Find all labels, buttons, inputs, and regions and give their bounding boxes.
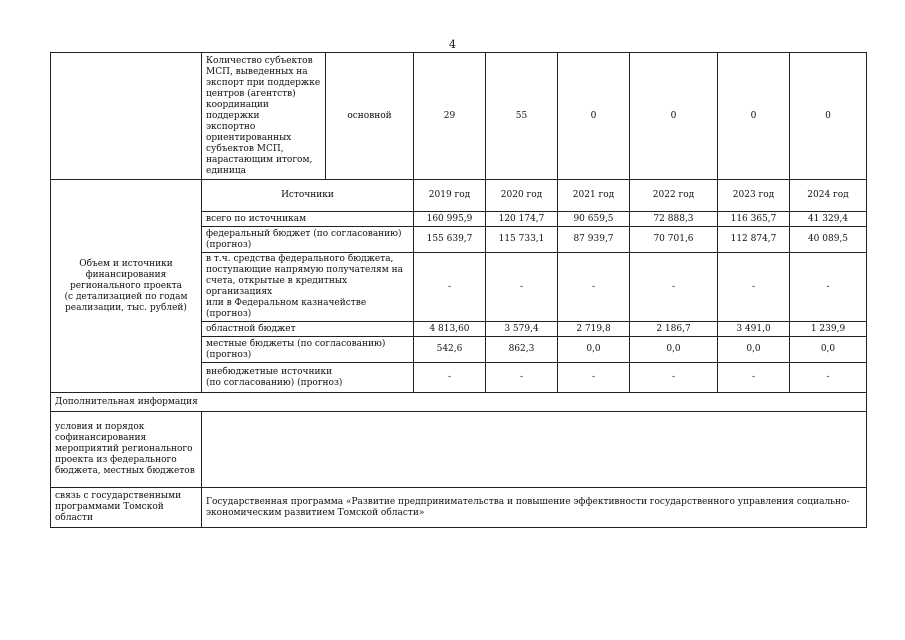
source-value: 87 939,7	[558, 227, 630, 253]
source-value: -	[790, 253, 867, 322]
financing-label: Объем и источники финансирования регионального проекта (с детализацией по годам реализации, тыс. рублей)	[51, 180, 202, 393]
source-value: 90 659,5	[558, 212, 630, 227]
source-label: областной бюджет	[202, 322, 414, 337]
year-header-2020: 2020 год	[486, 180, 558, 212]
source-value: 2 719,8	[558, 322, 630, 337]
source-value: -	[630, 363, 718, 393]
source-value: -	[486, 253, 558, 322]
source-value: 0,0	[790, 337, 867, 363]
indicator-value-2023: 0	[718, 53, 790, 180]
conditions-value	[202, 412, 867, 488]
indicator-type: основной	[326, 53, 414, 180]
source-value: -	[718, 363, 790, 393]
source-label: федеральный бюджет (по согласованию) (прогноз)	[202, 227, 414, 253]
source-value: -	[486, 363, 558, 393]
source-value: 115 733,1	[486, 227, 558, 253]
source-value: -	[718, 253, 790, 322]
source-value: 70 701,6	[630, 227, 718, 253]
source-value: 116 365,7	[718, 212, 790, 227]
source-value: 542,6	[414, 337, 486, 363]
indicator-value-2020: 55	[486, 53, 558, 180]
year-header-2022: 2022 год	[630, 180, 718, 212]
source-value: 4 813,60	[414, 322, 486, 337]
source-value: 1 239,9	[790, 322, 867, 337]
source-value: 0,0	[558, 337, 630, 363]
source-value: 41 329,4	[790, 212, 867, 227]
source-label: всего по источникам	[202, 212, 414, 227]
source-value: -	[790, 363, 867, 393]
year-header-2024: 2024 год	[790, 180, 867, 212]
source-value: -	[558, 253, 630, 322]
sources-header: Источники	[202, 180, 414, 212]
source-label: местные бюджеты (по согласованию) (прогноз)	[202, 337, 414, 363]
source-value: 112 874,7	[718, 227, 790, 253]
empty-cell	[51, 53, 202, 180]
source-value: 155 639,7	[414, 227, 486, 253]
indicator-name: Количество субъектов МСП, выведенных на экспорт при поддержке центров (агентств) координации поддержки экспортно ориентированных субъектов МСП, нарастающим итогом, единица	[202, 53, 326, 180]
conditions-row	[51, 412, 867, 488]
source-value: -	[558, 363, 630, 393]
conditions-label: условия и порядок софинансирования мероприятий регионального проекта из федерального бюджета, местных бюджетов	[51, 412, 202, 488]
source-value: -	[630, 253, 718, 322]
indicator-value-2024: 0	[790, 53, 867, 180]
source-value: 0,0	[630, 337, 718, 363]
page-number: 4	[449, 38, 456, 51]
indicator-value-2019: 29	[414, 53, 486, 180]
source-value: 3 491,0	[718, 322, 790, 337]
program-link-row	[51, 488, 867, 528]
program-link-value: Государственная программа «Развитие предпринимательства и повышение эффективности государственного управления социально- экономическим развитием Томской области»	[202, 488, 867, 528]
additional-info-heading: Дополнительная информация	[51, 393, 867, 412]
source-value: -	[414, 363, 486, 393]
indicator-row	[51, 53, 867, 180]
source-value: 2 186,7	[630, 322, 718, 337]
source-value: 862,3	[486, 337, 558, 363]
source-label: в т.ч. средства федерального бюджета, поступающие напрямую получателям на счета, открытые в кредитных организациях или в Федеральном казначействе (прогноз)	[202, 253, 414, 322]
additional-info-row	[51, 393, 867, 412]
source-value: 0,0	[718, 337, 790, 363]
year-header-2023: 2023 год	[718, 180, 790, 212]
program-link-label: связь с государственными программами Томской области	[51, 488, 202, 528]
source-value: 3 579,4	[486, 322, 558, 337]
source-label: внебюджетные источники (по согласованию) (прогноз)	[202, 363, 414, 393]
source-value: 40 089,5	[790, 227, 867, 253]
source-value: -	[414, 253, 486, 322]
source-value: 120 174,7	[486, 212, 558, 227]
source-value: 160 995,9	[414, 212, 486, 227]
year-header-2021: 2021 год	[558, 180, 630, 212]
indicator-value-2022: 0	[630, 53, 718, 180]
passport-table	[50, 52, 867, 528]
source-value: 72 888,3	[630, 212, 718, 227]
indicator-value-2021: 0	[558, 53, 630, 180]
year-header-2019: 2019 год	[414, 180, 486, 212]
financing-header-row	[51, 180, 867, 212]
